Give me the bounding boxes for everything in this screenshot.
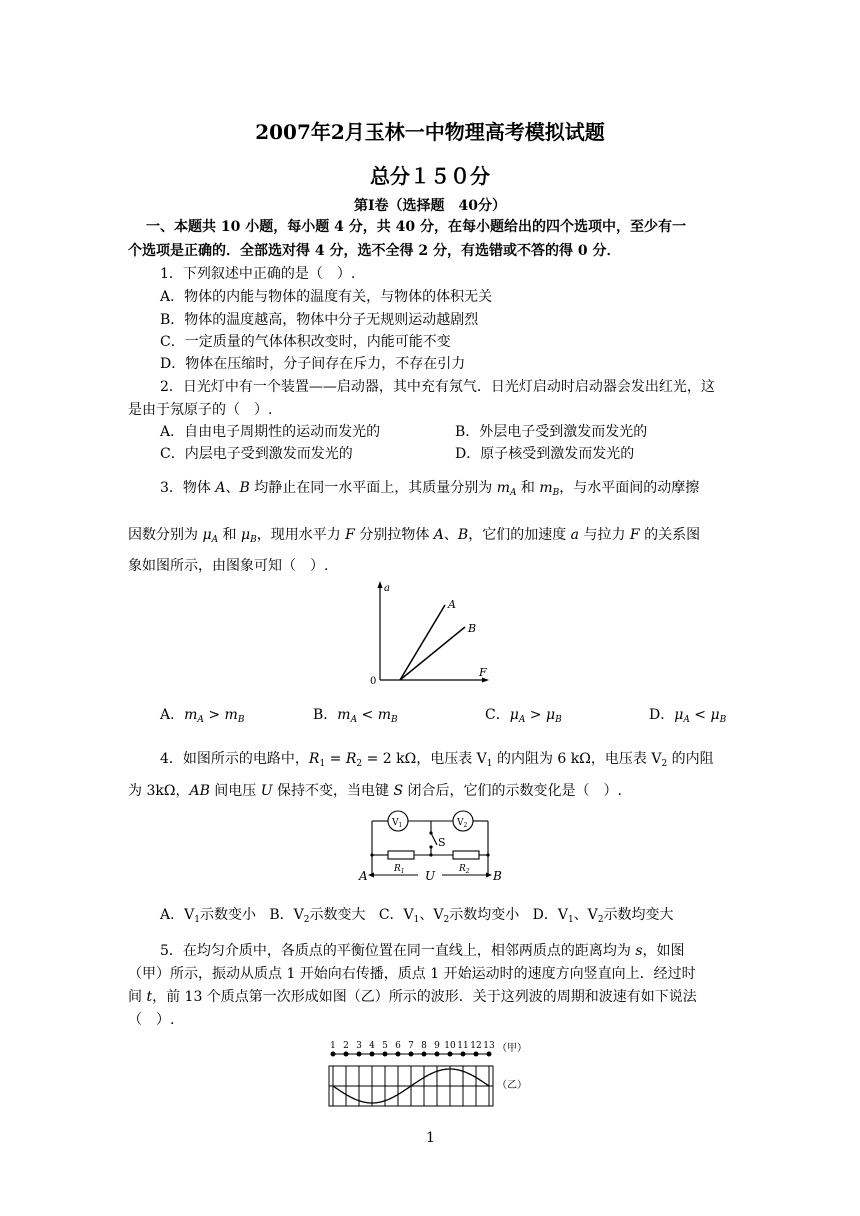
terminal-a-label: A [359, 869, 368, 883]
graph-origin-label: 0 [370, 676, 377, 687]
particle-number: 13 [483, 1041, 495, 1051]
particle-dot [487, 1052, 491, 1056]
q5-stem-line1: 5．在均匀介质中，各质点的平衡位置在同一直线上，相邻两质点的距离均为 s，如图 [160, 943, 685, 959]
q4-stem-line1: 4．如图所示的电路中，$R_1 = R_2 = 2$ kΩ，电压表 $V_1$ 的内阻为 6 kΩ，电压表 $V_2$ 的内阻 [160, 751, 714, 769]
particle-dot [435, 1052, 439, 1056]
graph-line-a-label: A [448, 598, 456, 611]
q3-option-b: B．$m_A < m_B$ [313, 707, 398, 725]
q5-stem-line3: 间 t，前 13 个质点第一次形成如图（乙）所示的波形．关于这列波的周期和波速有如下说法 [128, 989, 697, 1005]
v1-label: $V_1$ [392, 818, 403, 829]
particle-number: 4 [369, 1041, 375, 1051]
section-instruction-line2: 个选项是正确的．全部选对得 4 分，选不全得 2 分，有选错或不答的得 0 分． [128, 243, 621, 259]
particle-dot [448, 1052, 452, 1056]
q5-stem-line4: （ ）. [128, 1012, 175, 1028]
q1-option-c: C．一定质量的气体体积改变时，内能可能不变 [160, 334, 451, 350]
particle-number: 7 [408, 1041, 414, 1051]
particle-dot [409, 1052, 413, 1056]
q2-option-c: C．内层电子受到激发而发光的 [160, 446, 353, 462]
q3-option-a: A．$m_A > m_B$ [160, 707, 245, 725]
particle-dot [344, 1052, 348, 1056]
particle-dot [422, 1052, 426, 1056]
q1-option-b: B．物体的温度越高，物体中分子无规则运动越剧烈 [160, 312, 479, 328]
graph-line-a [400, 605, 445, 680]
q2-option-a: A．自由电子周期性的运动而发光的 [160, 424, 381, 440]
q4-stem-line2: 为 3kΩ，AB 间电压 U 保持不变，当电键 S 闭合后，它们的示数变化是（ ）. [128, 783, 622, 799]
switch-label: S [438, 836, 446, 849]
q4-circuit [358, 805, 508, 885]
particle-dot [383, 1052, 387, 1056]
particle-dot [461, 1052, 465, 1056]
q2-stem-line2: 是由于氖原子的（ ）. [128, 402, 273, 418]
q2-option-d: D．原子核受到激发而发光的 [455, 446, 635, 462]
particle-number: 10 [444, 1041, 456, 1051]
particle-dot [396, 1052, 400, 1056]
particle-number: 2 [343, 1041, 349, 1051]
particle-number: 6 [395, 1041, 401, 1051]
page-number: 1 [426, 1130, 435, 1146]
q3-stem-line3: 象如图所示，由图象可知（ ）. [128, 558, 329, 574]
q1-option-a: A．物体的内能与物体的温度有关，与物体的体积无关 [160, 289, 493, 305]
part-heading: 第Ⅰ卷（选择题 40分） [353, 198, 507, 214]
voltage-u-label: U [425, 869, 436, 883]
q2-stem-line1: 2．日光灯中有一个装置——启动器，其中充有氖气．日光灯启动时启动器会发出红光，这 [160, 379, 715, 395]
q3-stem-line2: 因数分别为 $\mu_A$ 和 $\mu_B$，现用水平力 F 分别拉物体 A、B，它们的加速度 a 与拉力 F 的关系图 [128, 527, 701, 545]
q2-option-b: B．外层电子受到激发而发光的 [455, 424, 648, 440]
r2-resistor [453, 851, 479, 859]
graph-line-b [400, 627, 465, 680]
r1-resistor [388, 851, 414, 859]
particle-dot [331, 1052, 335, 1056]
r2-label: $R_2$ [459, 864, 470, 875]
particle-dot [357, 1052, 361, 1056]
particle-number: 5 [382, 1041, 388, 1051]
particle-number: 1 [330, 1041, 336, 1051]
q3-option-c: C．$\mu_A > \mu_B$ [485, 707, 562, 725]
particle-dot [474, 1052, 478, 1056]
q3-option-d: D．$\mu_A < \mu_B$ [649, 707, 727, 725]
particle-dot [370, 1052, 374, 1056]
particle-number: 11 [457, 1041, 469, 1051]
v2-label: $V_2$ [457, 818, 468, 829]
q4-options: A．$V_1$示数变小 B．$V_2$示数变大 C．$V_1$、$V_2$示数均变小 D．$V_1$、$V_2$示数均变大 [160, 907, 674, 925]
total-score: 总分１５０分 [370, 164, 490, 188]
graph-line-b-label: B [468, 622, 477, 635]
figure-jia-label: （甲） [497, 1043, 527, 1054]
particle-number: 9 [434, 1041, 440, 1051]
r1-label: $R_1$ [394, 864, 405, 875]
q3-stem-line1: 3．物体 A、B 均静止在同一水平面上，其质量分别为 $m_A$ 和 $m_B$，与水平面间的动摩擦 [160, 480, 700, 498]
particle-number: 8 [421, 1041, 427, 1051]
exam-title: 2007年2月玉林一中物理高考模拟试题 [255, 120, 605, 144]
q1-stem: 1．下列叙述中正确的是（ ）. [160, 266, 356, 282]
q1-option-d: D．物体在压缩时，分子间存在斥力，不存在引力 [160, 356, 466, 372]
figure-yi-label: （乙） [497, 1080, 527, 1091]
q5-wave-figure [325, 1038, 535, 1108]
q3-graph [368, 578, 508, 688]
graph-y-label: a [384, 583, 390, 594]
graph-x-label: F [479, 666, 487, 679]
particle-number: 3 [356, 1041, 362, 1051]
q5-stem-line2: （甲）所示，振动从质点 1 开始向右传播，质点 1 开始运动时的速度方向竖直向上．经过时 [128, 966, 696, 982]
particle-number: 12 [470, 1041, 482, 1051]
section-instruction-line1: 一、本题共 10 小题，每小题 4 分，共 40 分，在每小题给出的四个选项中，至少有一 [146, 219, 686, 235]
terminal-b-label: B [493, 869, 502, 883]
